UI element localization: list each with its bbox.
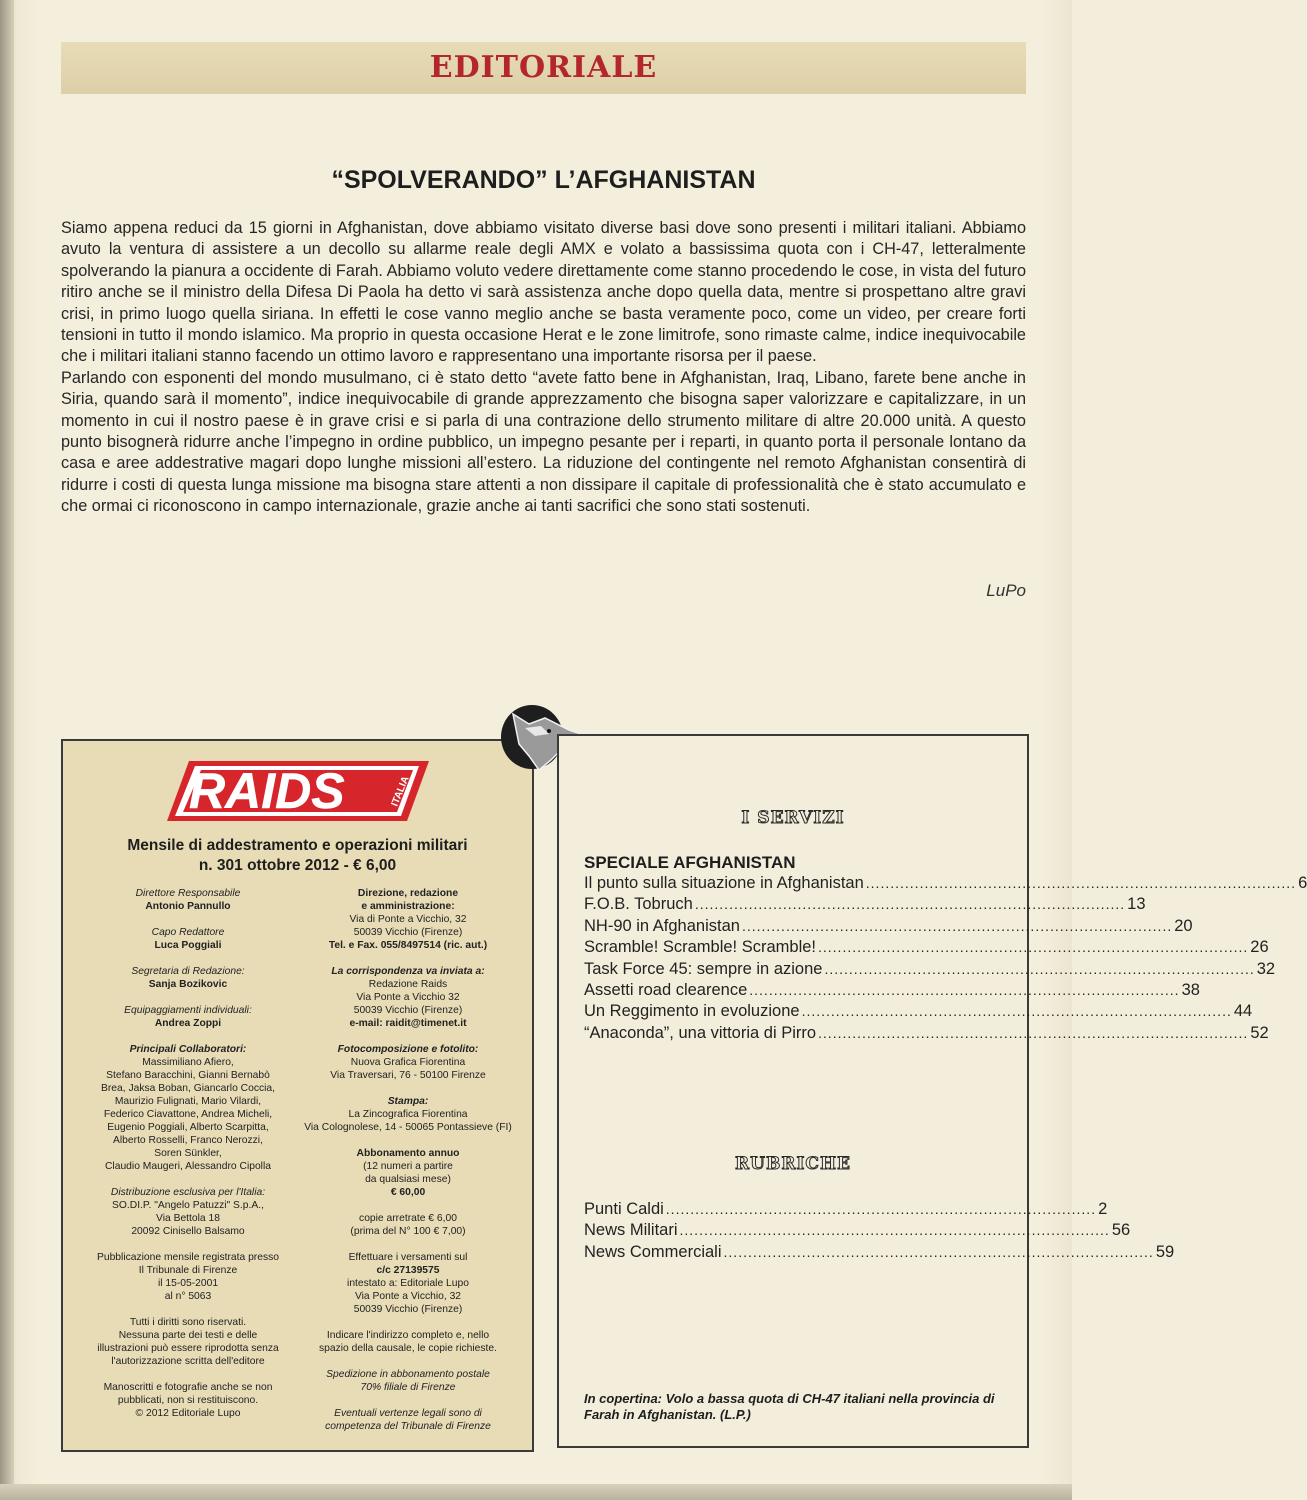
collaborators-line: Maurizio Fulignati, Mario Vilardi, [114,1096,262,1107]
toc-leader: ........................................................................................ [694,896,1126,913]
correspondence-line: Via Ponte a Vicchio 32 [356,992,460,1003]
article-body [61,218,1026,518]
collaborators-line: Massimiliano Afiero, [142,1057,234,1068]
toc-leader: ........................................................................................ [801,1003,1232,1020]
back-issues-line: copie arretrate € 6,00 [359,1213,457,1224]
rights-line: Tutti i diritti sono riservati. [129,1317,247,1328]
article-paragraph-1: Siamo appena reduci da 15 giorni in Afghanistan, dove abbiamo visitato diverse basi dove sono presenti i militari italiani. Abbiamo avuto la ventura di assistere a un decollo su allarme reale degli AMX e volato a bassissima quota con i CH-47, letteralmente spolverando la pianura a occidente di Farah. Abbiamo voluto vedere direttamente come stanno procedendo le cose, in vista del futuro ritiro anche se il ministro della Difesa Di Paola ha detto vi sarà assistenza anche dopo quella data, mentre si prospettano altre gravi crisi, in primo luogo quella siriana. In effetti le cose vanno meglio anche se basta veramente poco, come un video, per creare forti tensioni in tutto il mondo islamico. Ma proprio in questa occasione Herat e le zone limitrofe, sono rimaste calme, indice inequivocabile che i militari italiani stanno facendo un ottimo lavoro e rappresentano una importante risorsa per il paese. [61,219,1026,366]
raids-logo [167,755,429,827]
office-address-line: Via di Ponte a Vicchio, 32 [349,914,467,925]
chief-editor-label: Capo Redattore [151,927,225,938]
toc-entry-page: 44 [1233,1002,1253,1021]
chief-editor-name: Luca Poggiali [154,940,222,951]
equipment-label: Equipaggiamenti individuali: [124,1005,252,1016]
toc-leader: ........................................................................................ [865,875,1297,891]
rights-line: illustrazioni può essere riprodotta senza [97,1343,279,1354]
magazine-subtitle: Mensile di addestramento e operazioni militari [127,837,468,854]
legal-line: competenza del Tribunale di Firenze [325,1421,491,1432]
rights-line: l'autorizzazione scritta dell'editore [111,1356,265,1367]
toc-leader: ........................................................................................ [665,1201,1097,1217]
shipping-line: 70% filiale di Firenze [360,1382,456,1393]
toc-entry-title: Scramble! Scramble! Scramble! [584,938,816,957]
subscription-price: € 60,00 [390,1187,426,1198]
secretary-name: Sanja Bozikovic [148,979,228,990]
legal-line: Eventuali vertenze legali sono di [334,1408,482,1419]
article-headline: “SPOLVERANDO” L’AFGHANISTAN [331,166,756,194]
collaborators-line: Eugenio Poggiali, Alberto Scarpitta, [107,1122,269,1133]
secretary-label: Segretaria di Redazione: [131,966,245,977]
toc-leader: ........................................................................................ [824,960,1255,977]
services-list [584,873,1307,1044]
toc-leader: ........................................................................................ [818,1024,1249,1041]
magazine-subtitle-block [63,836,532,876]
toc-entry-title: Task Force 45: sempre in azione [584,959,823,978]
collaborators-line: Stefano Baracchini, Gianni Bernabò [106,1070,270,1081]
director-label: Direttore Responsabile [135,888,241,899]
shipping-line: Spedizione in abbonamento postale [326,1369,490,1380]
columns-heading: RUBRICHE [735,1154,851,1174]
page-bottom-edge [0,1484,1072,1500]
toc-leader: ........................................................................................ [679,1222,1110,1239]
toc-entry[interactable] [584,1001,1253,1022]
payment-line: intestato a: Editoriale Lupo [347,1278,469,1289]
registration-line: al n° 5063 [164,1291,212,1302]
masthead-right-column [303,887,513,1446]
toc-entry-page: 32 [1256,959,1276,978]
email-address: e-mail: raidit@timenet.it [349,1018,467,1029]
office-phone: Tel. e Fax. 055/8497514 (ric. aut.) [328,940,488,951]
raids-logo-text: RAIDS [189,763,345,819]
photolitho-line: Nuova Grafica Fiorentina [350,1057,466,1068]
distribution-label: Distribuzione esclusiva per l'Italia: [110,1187,266,1198]
toc-entry-page: 26 [1250,938,1269,957]
collaborators-line: Claudio Maugeri, Alessandro Cipolla [105,1161,271,1172]
toc-leader: ........................................................................................ [749,982,1180,999]
collaborators-label: Principali Collaboratori: [129,1044,247,1055]
toc-entry[interactable] [584,1242,1175,1263]
toc-entry-page: 6 [1298,874,1307,892]
toc-entry[interactable] [584,1023,1269,1044]
toc-entry-title: “Anaconda”, una vittoria di Pirro [584,1023,817,1042]
toc-leader: ........................................................................................ [741,917,1173,934]
office-address-line: 50039 Vicchio (Firenze) [353,927,463,938]
toc-leader: ........................................................................................ [818,939,1249,956]
toc-entry[interactable] [584,873,1307,894]
payment-line: Effettuare i versamenti sul [348,1252,468,1263]
office-label: Direzione, redazione [357,888,459,899]
raids-logo-subtext: ITALIA [389,774,412,809]
contents-box [557,734,1307,1448]
registration-line: Il Tribunale di Firenze [138,1265,238,1276]
toc-entry[interactable] [584,980,1200,1001]
columns-list [584,1199,1175,1263]
copyright-line: © 2012 Editoriale Lupo [135,1408,241,1419]
toc-entry-title: NH-90 in Afghanistan [584,916,740,935]
payment-line: 50039 Vicchio (Firenze) [353,1304,463,1315]
toc-entry-title: Assetti road clearence [584,981,748,1000]
toc-entry-page: 52 [1250,1023,1269,1042]
masthead-box [61,739,534,1452]
print-line: La Zincografica Fiorentina [348,1109,468,1120]
correspondence-line: Redazione Raids [368,979,448,990]
toc-entry[interactable] [584,1199,1108,1220]
correspondence-label: La corrispondenza va inviata a: [331,966,485,977]
article-paragraph-2: Parlando con esponenti del mondo musulmano, ci è stato detto “avete fatto bene in Afghanistan, Iraq, Libano, farete bene anche in Siria, quando sarà il momento”, indice inequivocabile di grande apprezzamento che bisogna saper valorizzare e capitalizzare, in un momento in cui il nostro paese è in grave crisi e si parla di una contrazione dello strumento militare di altre 20.000 unità. A questo punto bisognerà ridurre anche l’impegno in ordine pubblico, un impegno pesante per i reparti, in quanto porta il personale lontano da casa e aree addestrative magari dopo lunghe missioni all’estero. La riduzione del contingente nel remoto Afghanistan consentirà di ridurre i costi di questa lunga missione ma bisogna stare attenti a non dissipare il capitale di professionalità che è stato accumulato e che ormai ci riconoscono in campo internazionale, grazie anche ai tanti sacrifici che sono stati sostenuti. [61,368,1026,516]
back-issues-line: (prima del N° 100 € 7,00) [350,1226,466,1237]
section-banner [61,42,1026,94]
cover-caption: In copertina: Volo a bassa quota di CH-47 italiani nella provincia di Farah in Afghanistan. (L.P.) [584,1391,995,1422]
registration-line: Pubblicazione mensile registrata presso [96,1252,279,1263]
toc-entry-page: 38 [1181,981,1200,1000]
director-name: Antonio Pannullo [145,901,231,912]
manuscripts-line: Manoscritti e fotografie anche se non [103,1382,273,1393]
page-spine-shadow [0,0,14,1500]
toc-entry[interactable] [584,916,1193,937]
toc-entry-title: Punti Caldi [584,1200,664,1218]
subscription-line: da qualsiasi mese) [365,1174,451,1185]
services-heading: I SERVIZI [741,808,845,828]
print-line: Via Colognolese, 14 - 50065 Pontassieve (FI) [304,1122,512,1133]
toc-entry-page: 2 [1098,1200,1108,1218]
toc-entry[interactable] [584,937,1269,958]
collaborators-line: Soren Sünkler, [154,1148,222,1159]
section-title: EDITORIALE [429,50,658,85]
subscription-label: Abbonamento annuo [356,1148,460,1159]
toc-entry-page: 59 [1155,1242,1175,1261]
rights-line: Nessuna parte dei testi e delle [118,1330,258,1341]
article-signature: LuPo [986,581,1026,600]
distribution-line: Via Bettola 18 [156,1213,220,1224]
address-note-line: Indicare l'indirizzo completo e, nello [326,1330,490,1341]
special-heading: SPECIALE AFGHANISTAN [584,853,796,872]
correspondence-line: 50039 Vicchio (Firenze) [353,1005,463,1016]
payment-line: Via Ponte a Vicchio, 32 [354,1291,462,1302]
photolitho-line: Via Traversari, 76 - 50100 Firenze [330,1070,486,1081]
toc-entry-title: Un Reggimento in evoluzione [584,1002,800,1021]
distribution-line: SO.DI.P. "Angelo Patuzzi" S.p.A., [112,1200,264,1211]
print-label: Stampa: [387,1096,429,1107]
toc-entry-page: 20 [1174,916,1193,935]
toc-entry-title: News Commerciali [584,1242,722,1261]
manuscripts-line: pubblicati, non si restituiscono. [117,1395,259,1406]
toc-leader: ........................................................................................ [723,1243,1154,1260]
toc-entry[interactable] [584,959,1276,980]
toc-entry-title: F.O.B. Tobruch [584,895,693,914]
collaborators-line: Federico Ciavattone, Andrea Micheli, [103,1109,273,1120]
postal-account: c/c 27139575 [376,1265,440,1276]
toc-entry-title: News Militari [584,1221,678,1240]
toc-entry-title: Il punto sulla situazione in Afghanistan [584,874,864,892]
collaborators-line: Brea, Jaksa Boban, Giancarlo Coccia, [101,1083,275,1094]
equipment-name: Andrea Zoppi [154,1018,222,1029]
toc-entry-page: 56 [1111,1221,1131,1240]
toc-entry-page: 13 [1127,895,1146,914]
toc-entry[interactable] [584,894,1146,915]
magazine-issue: n. 301 ottobre 2012 - € 6,00 [198,857,397,874]
toc-entry[interactable] [584,1220,1131,1241]
subscription-line: (12 numeri a partire [363,1161,453,1172]
distribution-line: 20092 Cinisello Balsamo [131,1226,245,1237]
registration-line: il 15-05-2001 [157,1278,219,1289]
office-label-2: e amministrazione: [361,901,455,912]
masthead-left-column [83,887,293,1433]
photolitho-label: Fotocomposizione e fotolito: [337,1044,479,1055]
collaborators-line: Alberto Rosselli, Franco Nerozzi, [113,1135,263,1146]
address-note-line: spazio della causale, le copie richieste. [318,1343,497,1354]
